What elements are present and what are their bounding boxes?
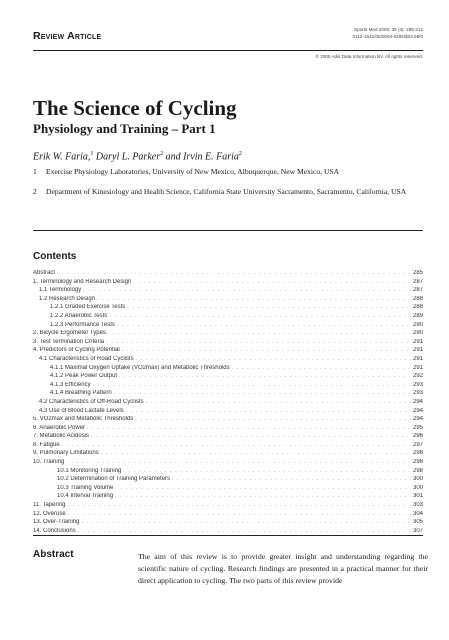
toc-entry-label: 4.3 Use of Blood Lactate Levels <box>39 407 124 414</box>
toc-leader-dots <box>66 459 411 465</box>
author-name: Erik W. Faria, <box>33 151 91 163</box>
toc-entry-page: 287 <box>412 278 423 285</box>
toc-entry-page: 297 <box>412 441 423 448</box>
toc-entry-label: 4.1.1 Maximal Oxygen Uptake (VO2max) and Metabolic Thresholds <box>50 364 230 371</box>
toc-entry-page: 303 <box>412 502 423 509</box>
copyright-notice: © 2005 Adis Data Information BV. All rights reserved. <box>315 54 423 59</box>
toc-entry-page: 285 <box>412 270 423 276</box>
toc-entry-page: 291 <box>412 364 423 371</box>
toc-entry-page: 291 <box>412 347 423 354</box>
toc-entry-page: 295 <box>412 424 423 431</box>
toc-leader-dots <box>115 485 411 491</box>
toc-entry[interactable] <box>33 425 423 434</box>
toc-leader-dots <box>114 390 411 396</box>
toc-entry[interactable] <box>33 433 423 442</box>
author-name: Daryl L. Parker <box>95 151 161 163</box>
toc-entry-label: 1.2.2 Anaerobic Tests <box>50 312 108 319</box>
toc-entry[interactable] <box>33 450 423 459</box>
toc-leader-dots <box>91 433 411 439</box>
toc-entry[interactable] <box>33 382 423 391</box>
toc-entry-page: 304 <box>412 510 423 517</box>
header-divider <box>33 50 423 51</box>
toc-entry-label: 10. Training <box>33 459 65 466</box>
journal-code: 0112-1642/05/0004-0285/$34.95/0 <box>352 34 423 39</box>
toc-leader-dots <box>108 330 411 336</box>
toc-entry[interactable] <box>33 476 423 485</box>
toc-entry[interactable] <box>33 416 423 425</box>
toc-entry-label: 1. Terminology and Research Design <box>33 278 132 285</box>
journal-reference <box>353 26 423 40</box>
toc-entry-label: 5. VO2max and Metabolic Thresholds <box>33 416 134 423</box>
author-name: and Irvin E. Faria <box>165 151 239 163</box>
toc-entry-page: 290 <box>412 321 423 328</box>
toc-leader-dots <box>117 322 411 328</box>
affiliation-number: 2 <box>33 187 37 196</box>
toc-entry-label: 4.2 Characteristics of Off-Road Cyclists <box>39 398 144 405</box>
toc-entry-page: 301 <box>412 493 423 500</box>
toc-entry[interactable] <box>33 399 423 408</box>
toc-leader-dots <box>135 416 411 422</box>
article-type-label: Review Article <box>33 30 102 42</box>
toc-entry[interactable] <box>33 390 423 399</box>
section-divider <box>33 230 423 231</box>
section-divider <box>33 535 423 536</box>
toc-entry-label: Abstract <box>33 270 56 276</box>
toc-leader-dots <box>119 373 411 379</box>
toc-leader-dots <box>83 287 411 293</box>
toc-entry-label: 3. Test Termination Criteria <box>33 338 105 345</box>
contents-heading: Contents <box>33 251 77 262</box>
toc-leader-dots <box>127 304 411 310</box>
toc-entry-label: 1.1 Terminology <box>39 287 82 294</box>
toc-leader-dots <box>146 399 411 405</box>
toc-entry-label: 8. Fatigue <box>33 441 60 448</box>
author-list <box>33 151 242 162</box>
toc-entry-label: 1.2 Research Design <box>39 295 96 302</box>
toc-entry-page: 287 <box>412 287 423 294</box>
toc-entry-label: 10.3 Training Volume <box>57 484 114 491</box>
toc-entry[interactable] <box>33 493 423 502</box>
toc-leader-dots <box>123 468 411 474</box>
toc-leader-dots <box>101 450 411 456</box>
toc-entry[interactable] <box>33 408 423 417</box>
toc-entry-page: 291 <box>412 355 423 362</box>
toc-entry[interactable] <box>33 313 423 322</box>
toc-entry[interactable] <box>33 511 423 520</box>
toc-leader-dots <box>57 270 411 276</box>
affiliation <box>33 167 423 176</box>
toc-entry-label: 9. Pulmonary Limitations <box>33 450 99 457</box>
toc-entry-page: 300 <box>412 476 423 483</box>
affiliation <box>33 187 423 196</box>
toc-entry[interactable] <box>33 330 423 339</box>
toc-leader-dots <box>106 339 411 345</box>
table-of-contents <box>33 270 423 536</box>
toc-entry-label: 10.2 Determination of Training Parameters <box>57 476 171 483</box>
toc-entry[interactable] <box>33 365 423 374</box>
affiliation-number: 1 <box>33 167 37 176</box>
toc-leader-dots <box>68 511 411 517</box>
toc-leader-dots <box>67 502 411 508</box>
toc-entry-label: 4.1 Characteristics of Road Cyclists <box>39 355 134 362</box>
toc-leader-dots <box>172 476 411 482</box>
abstract-heading: Abstract <box>33 549 74 560</box>
article-subtitle: Physiology and Training – Part 1 <box>33 121 216 136</box>
toc-entry-page: 300 <box>412 484 423 491</box>
toc-entry-page: 298 <box>412 450 423 457</box>
affiliation-text: Exercise Physiology Laboratories, University of New Mexico, Albuquerque, New Mexico, USA <box>46 167 340 176</box>
toc-entry[interactable] <box>33 304 423 313</box>
toc-leader-dots <box>133 279 411 285</box>
toc-entry-page: 290 <box>412 330 423 337</box>
toc-entry[interactable] <box>33 356 423 365</box>
toc-entry-label: 4. Predictors of Cycling Potential <box>33 347 120 354</box>
toc-entry-label: 7. Metabolic Acidosis <box>33 433 90 440</box>
toc-leader-dots <box>78 528 411 534</box>
toc-entry-label: 1.2.1 Graded Exercise Tests <box>50 304 126 311</box>
toc-leader-dots <box>232 365 411 371</box>
author-affiliation-marker: 2 <box>160 151 164 157</box>
toc-leader-dots <box>126 408 411 414</box>
toc-entry-label: 4.1.4 Breathing Pattern <box>50 390 112 397</box>
toc-entry-label: 6. Anaerobic Power <box>33 424 86 431</box>
toc-entry[interactable] <box>33 279 423 288</box>
toc-entry-page: 296 <box>412 433 423 440</box>
toc-entry-label: 13. Over-Training <box>33 519 80 526</box>
toc-leader-dots <box>62 442 411 448</box>
author-affiliation-marker: 1 <box>90 151 94 157</box>
journal-citation: Sports Med 2005; 35 (4): 285-312 <box>354 27 423 32</box>
toc-entry-page: 305 <box>412 519 423 526</box>
toc-entry[interactable] <box>33 519 423 528</box>
author-affiliation-marker: 2 <box>238 151 242 157</box>
toc-entry-page: 288 <box>412 304 423 311</box>
toc-leader-dots <box>136 356 411 362</box>
toc-entry-label: 4.1.2 Peak Power Output <box>50 373 118 380</box>
toc-entry[interactable] <box>33 468 423 477</box>
affiliation-text: Department of Kinesiology and Health Science, California State University Sacramento, Sacramento, California, USA <box>46 187 407 196</box>
toc-entry[interactable] <box>33 485 423 494</box>
toc-entry-page: 291 <box>412 338 423 345</box>
toc-entry-label: 10.1 Monitoring Training <box>57 467 122 474</box>
toc-entry-page: 289 <box>412 312 423 319</box>
toc-leader-dots <box>81 519 411 525</box>
toc-entry-page: 307 <box>412 527 423 534</box>
toc-entry-page: 292 <box>412 373 423 380</box>
toc-entry-label: 10.4 Interval Training <box>57 493 114 500</box>
toc-leader-dots <box>122 347 411 353</box>
toc-leader-dots <box>93 382 411 388</box>
abstract-text: The aim of this review is to provide greater insight and understanding regarding the scientific nature of cycling. Research findings are presented in a practical manner for their direct application to cycling. The two parts of this review provide <box>138 552 428 585</box>
toc-entry[interactable] <box>33 270 423 279</box>
toc-entry[interactable] <box>33 287 423 296</box>
toc-entry-label: 1.2.3 Performance Tests <box>50 321 115 328</box>
toc-entry-page: 294 <box>412 407 423 414</box>
toc-leader-dots <box>109 313 411 319</box>
toc-entry-page: 293 <box>412 390 423 397</box>
toc-entry-page: 298 <box>412 467 423 474</box>
toc-entry[interactable] <box>33 296 423 305</box>
toc-entry-page: 294 <box>412 416 423 423</box>
toc-entry-label: 4.1.3 Efficiency <box>50 381 91 388</box>
toc-entry-page: 294 <box>412 398 423 405</box>
toc-entry[interactable] <box>33 373 423 382</box>
toc-entry-label: 11. Tapering <box>33 502 66 509</box>
toc-entry[interactable] <box>33 442 423 451</box>
toc-entry[interactable] <box>33 339 423 348</box>
toc-entry-page: 298 <box>412 459 423 466</box>
toc-entry[interactable] <box>33 347 423 356</box>
toc-entry[interactable] <box>33 322 423 331</box>
toc-leader-dots <box>87 425 411 431</box>
toc-leader-dots <box>115 493 411 499</box>
toc-entry-label: 2. Bicycle Ergometer Types <box>33 330 106 337</box>
toc-entry[interactable] <box>33 459 423 468</box>
toc-entry-page: 293 <box>412 381 423 388</box>
toc-entry[interactable] <box>33 502 423 511</box>
article-title: The Science of Cycling <box>33 96 237 120</box>
toc-entry-label: 14. Conclusions <box>33 527 76 534</box>
toc-entry-label: 12. Overuse <box>33 510 66 517</box>
toc-leader-dots <box>97 296 411 302</box>
toc-entry-page: 288 <box>412 295 423 302</box>
